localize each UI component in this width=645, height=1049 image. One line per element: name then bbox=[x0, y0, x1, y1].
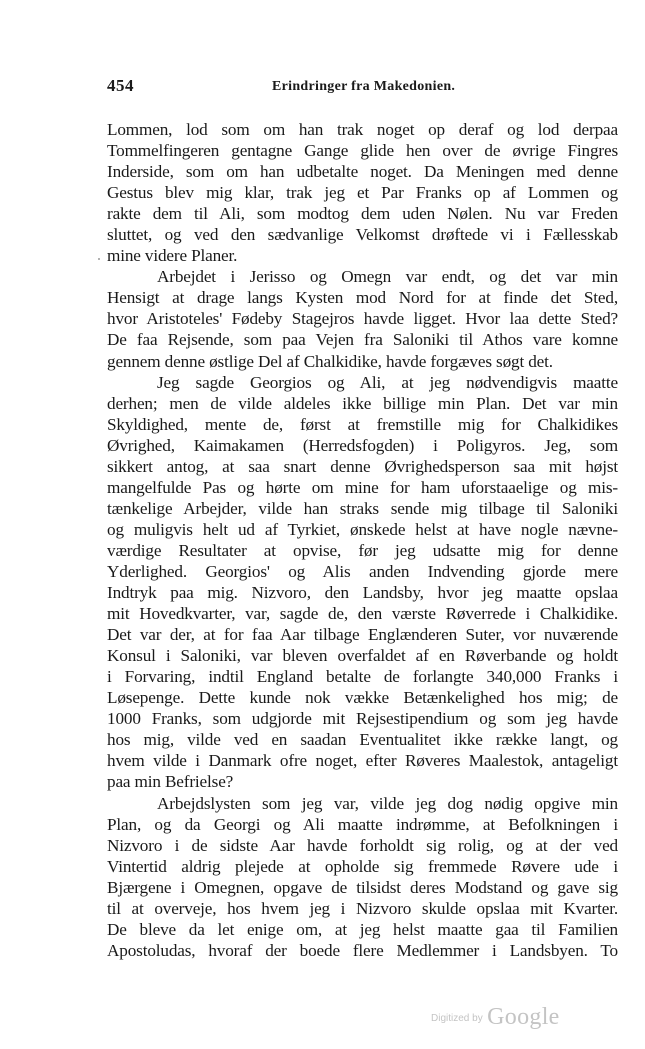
text-line: Nizvoro i de sidste Aar havde forholdt sig rolig, og at der ved bbox=[107, 835, 618, 855]
text-line: Plan, og da Georgi og Ali maatte indrømme, at Befolkningen i bbox=[107, 814, 618, 834]
text-line: mangelfulde Pas og hørte om mine for ham uforstaaelige og mis- bbox=[107, 477, 618, 497]
text-line: og muligvis helt ud af Tyrkiet, ønskede helst at have nogle nævne- bbox=[107, 519, 618, 539]
digitized-by-label: Digitized by bbox=[431, 1013, 483, 1024]
text-line: Apostoludas, hvoraf der boede flere Medlemmer i Landsbyen. To bbox=[107, 940, 618, 960]
text-line: Jeg sagde Georgios og Ali, at jeg nødvendigvis maatte bbox=[157, 372, 618, 392]
text-line: tænkelige Arbejder, vilde han straks sende mig tilbage til Saloniki bbox=[107, 498, 618, 518]
text-line: Inderside, som om han udbetalte noget. Da Meningen med denne bbox=[107, 162, 618, 182]
scan-speck bbox=[98, 258, 100, 260]
digitized-by-google-watermark bbox=[431, 1004, 560, 1031]
text-line: De bleve da let enige om, at jeg helst maatte gaa til Familien bbox=[107, 919, 618, 939]
text-line: De faa Rejsende, som paa Vejen fra Saloniki til Athos vare komne bbox=[107, 330, 618, 350]
text-line: derhen; men de vilde aldeles ikke billige min Plan. Det var min bbox=[107, 393, 618, 413]
text-line: Bjærgene i Omegnen, opgave de tilsidst deres Modstand og gave sig bbox=[107, 877, 618, 897]
text-line: hos mig, vilde ved en saadan Eventualitet ikke række langt, og bbox=[107, 730, 618, 750]
text-line: Yderlighed. Georgios' og Alis anden Indvending gjorde mere bbox=[107, 561, 618, 581]
running-title: Erindringer fra Makedonien. bbox=[272, 79, 456, 94]
text-line: mit Hovedkvarter, var, sagde de, den værste Røverrede i Chalkidike. bbox=[107, 604, 618, 624]
text-line: Lommen, lod som om han trak noget op deraf og lod derpaa bbox=[107, 120, 618, 139]
text-line: rakte dem til Ali, som modtog dem uden Nølen. Nu var Freden bbox=[107, 204, 618, 224]
text-line: Det var der, at for faa Aar tilbage Englænderen Suter, vor nuværende bbox=[107, 625, 618, 645]
text-line: Indtryk paa mig. Nizvoro, den Landsby, hvor jeg maatte opslaa bbox=[107, 583, 618, 603]
text-line: paa min Befrielse? bbox=[107, 772, 234, 792]
text-line: i Forvaring, indtil England betalte de forlangte 340,000 Franks i bbox=[107, 667, 618, 687]
text-line: til at overveje, hos hvem jeg i Nizvoro skulde opslaa mit Kvarter. bbox=[107, 898, 618, 918]
text-line: Konsul i Saloniki, var bleven overfaldet af en Røverbande og holdt bbox=[107, 646, 618, 666]
text-line: gennem denne østlige Del af Chalkidike, havde forgæves søgt det. bbox=[107, 351, 553, 371]
text-line: Øvrighed, Kaimakamen (Herredsfogden) i Poligyros. Jeg, som bbox=[107, 435, 618, 455]
text-line: Hensigt at drage langs Kysten mod Nord for at finde det Sted, bbox=[107, 288, 618, 308]
text-line: mine videre Planer. bbox=[107, 246, 238, 266]
text-line: Arbejdslysten som jeg var, vilde jeg dog nødig opgive min bbox=[157, 793, 618, 813]
page-number: 454 bbox=[107, 76, 134, 95]
text-line: Løsepenge. Dette kunde nok vække Betænkelighed hos mig; de bbox=[107, 688, 618, 708]
text-line: Skyldighed, mente de, først at fremstille mig for Chalkidikes bbox=[107, 414, 618, 434]
text-line: Gestus blev mig klar, trak jeg et Par Franks op af Lommen og bbox=[107, 183, 618, 203]
text-line: hvor Aristoteles' Fødeby Stagejros havde ligget. Hvor laa dette Sted? bbox=[107, 309, 618, 329]
text-line: 1000 Franks, som udgjorde mit Rejsestipendium og som jeg havde bbox=[107, 709, 618, 729]
text-line: Vintertid aldrig plejede at opholde sig fremmede Røvere ude i bbox=[107, 856, 618, 876]
text-line: Arbejdet i Jerisso og Omegn var endt, og det var min bbox=[157, 267, 618, 287]
text-line: hvem vilde i Danmark ofre noget, efter Røveres Maalestok, antageligt bbox=[107, 751, 618, 771]
google-logo: Google bbox=[487, 1004, 560, 1030]
text-line: Tommelfingeren gentagne Gange glide hen over de øvrige Fingres bbox=[107, 141, 618, 161]
body-text bbox=[107, 119, 618, 961]
text-line: sluttet, og ved den sædvanlige Velkomst drøftede vi i Fællesskab bbox=[107, 225, 618, 245]
text-line: sikkert antog, at saa snart denne Øvrighedsperson saa mit højst bbox=[107, 456, 618, 476]
text-line: værdige Resultater at opvise, før jeg udsatte mig for denne bbox=[107, 540, 618, 560]
